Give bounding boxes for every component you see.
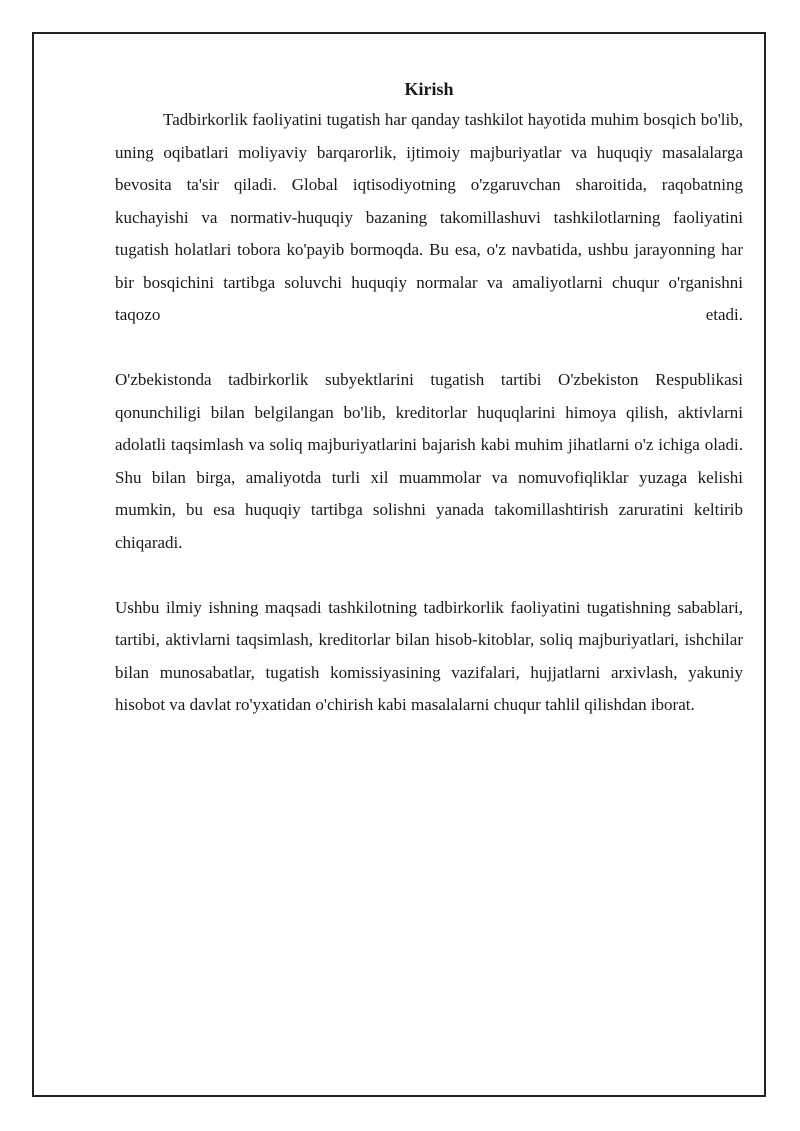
paragraph-spacer <box>115 559 743 592</box>
paragraph-intro: Tadbirkorlik faoliyatini tugatish har qanday tashkilot hayotida muhim bosqich bo'lib, uning oqibatlari moliyaviy barqarorlik, ijtimoiy majburiyatlar va huquqiy masalalarga bevosita ta'sir qiladi. Global iqtisodiyotning o'zgaruvchan sharoitida, raqobatning kuchayishi va normativ-huquqiy bazaning takomillashuvi tashkilotlarning faoliyatini tugatish holatlari tobora ko'payib bormoqda. Bu esa, o'z navbatida, ushbu jarayonning har bir bosqichini tartibga soluvchi huquqiy normalar va amaliyotlarni chuqur o'rganishni taqozo etadi. <box>115 110 743 324</box>
document-body <box>115 74 743 722</box>
paragraph-spacer <box>115 332 743 365</box>
document-title: Kirish <box>404 79 454 99</box>
paragraph-research-goal: Ushbu ilmiy ishning maqsadi tashkilotning tadbirkorlik faoliyatini tugatishning sabablari, tartibi, aktivlarni taqsimlash, kreditorlar bilan hisob-kitoblar, soliq majburiyatlari, ishchilar bilan munosabatlar, tugatish komissiyasining vazifalari, hujjatlarni arxivlash, yakuniy hisobot va davlat ro'yxatidan o'chirish kabi masalalarni chuqur tahlil qilishdan iborat. <box>115 597 743 714</box>
paragraph-legal-context: O'zbekistonda tadbirkorlik subyektlarini tugatish tartibi O'zbekiston Respublikasi qonunchiligi bilan belgilangan bo'lib, kreditorlar huquqlarini himoya qilish, aktivlarni adolatli taqsimlash va soliq majburiyatlarini bajarish kabi muhim jihatlarni o'z ichiga oladi. Shu bilan birga, amaliyotda turli xil muammolar va nomuvofiqliklar yuzaga kelishi mumkin, bu esa huquqiy tartibga solishni yanada takomillashtirish zaruratini keltirib chiqaradi. <box>115 370 743 552</box>
